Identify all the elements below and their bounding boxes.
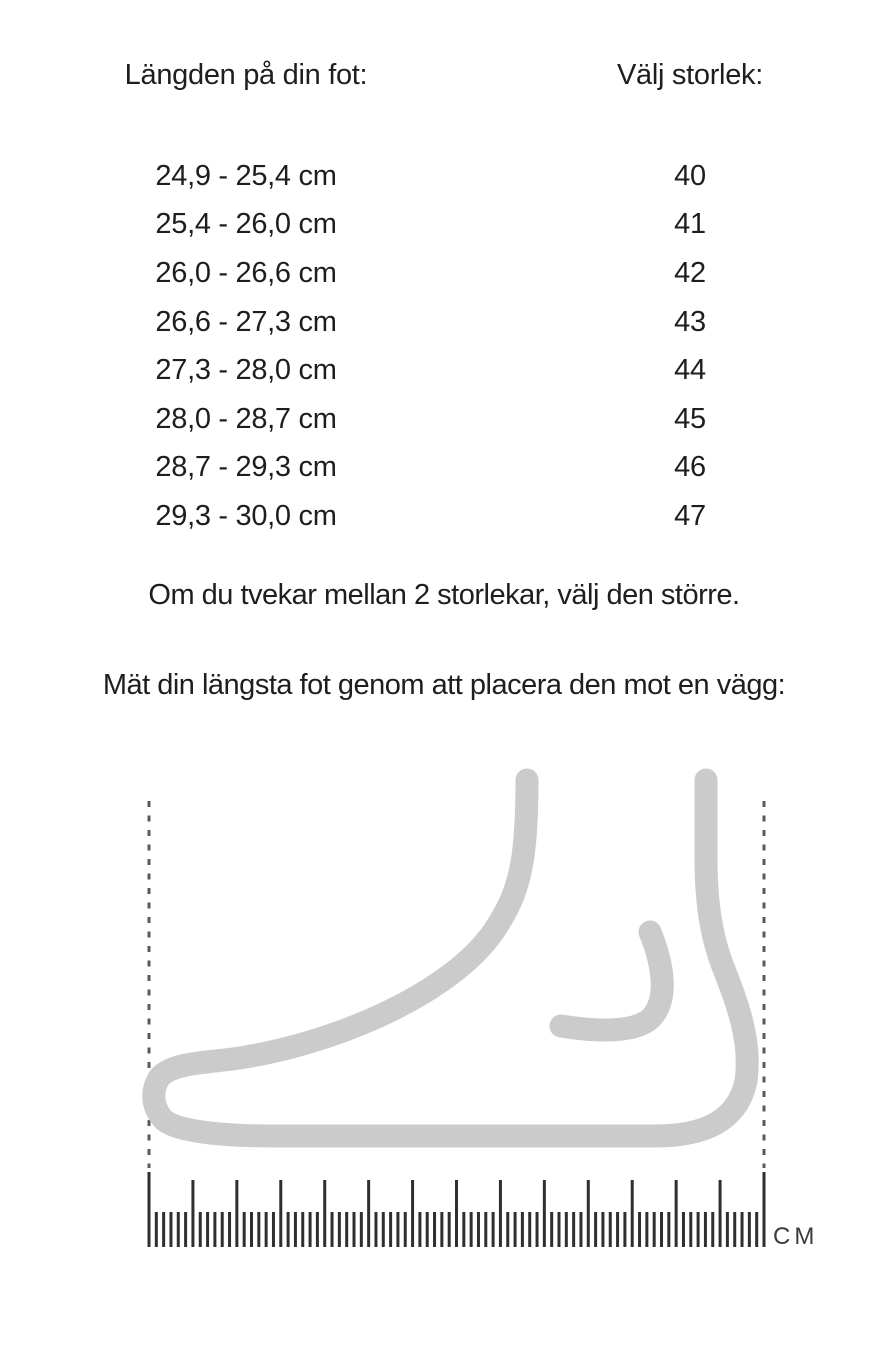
hesitation-note: Om du tvekar mellan 2 storlekar, välj den större. [148,579,740,611]
cm-unit-label: CM [773,1223,819,1250]
foot-length-range: 25,4 - 26,0 cm [155,208,337,241]
size-value: 46 [674,451,706,484]
size-table-header [0,58,888,92]
size-value: 44 [674,354,706,387]
ruler [149,1172,764,1247]
table-row [0,444,888,493]
ankle-line-icon [561,932,662,1030]
choose-size-header: Välj storlek: [617,59,763,91]
size-value: 41 [674,208,706,241]
foot-length-header: Längden på din fot: [124,59,368,91]
size-value: 40 [674,159,706,192]
table-row [0,249,888,298]
table-row [0,152,888,201]
table-row [0,492,888,541]
size-table [0,152,888,541]
table-row [0,201,888,250]
table-row [0,298,888,347]
foot-length-range: 28,7 - 29,3 cm [155,451,337,484]
foot-length-range: 26,6 - 27,3 cm [155,305,337,338]
foot-measurement-figure [0,740,888,1270]
table-row [0,395,888,444]
foot-length-range: 28,0 - 28,7 cm [155,402,337,435]
table-row [0,346,888,395]
foot-length-range: 26,0 - 26,6 cm [155,256,337,289]
size-value: 43 [674,305,706,338]
size-value: 47 [674,499,706,532]
foot-length-range: 29,3 - 30,0 cm [155,499,337,532]
foot-length-range: 27,3 - 28,0 cm [155,354,337,387]
measure-instruction: Mät din längsta fot genom att placera den mot en vägg: [102,669,786,701]
size-value: 42 [674,256,706,289]
foot-length-range: 24,9 - 25,4 cm [155,159,337,192]
size-value: 45 [674,402,706,435]
